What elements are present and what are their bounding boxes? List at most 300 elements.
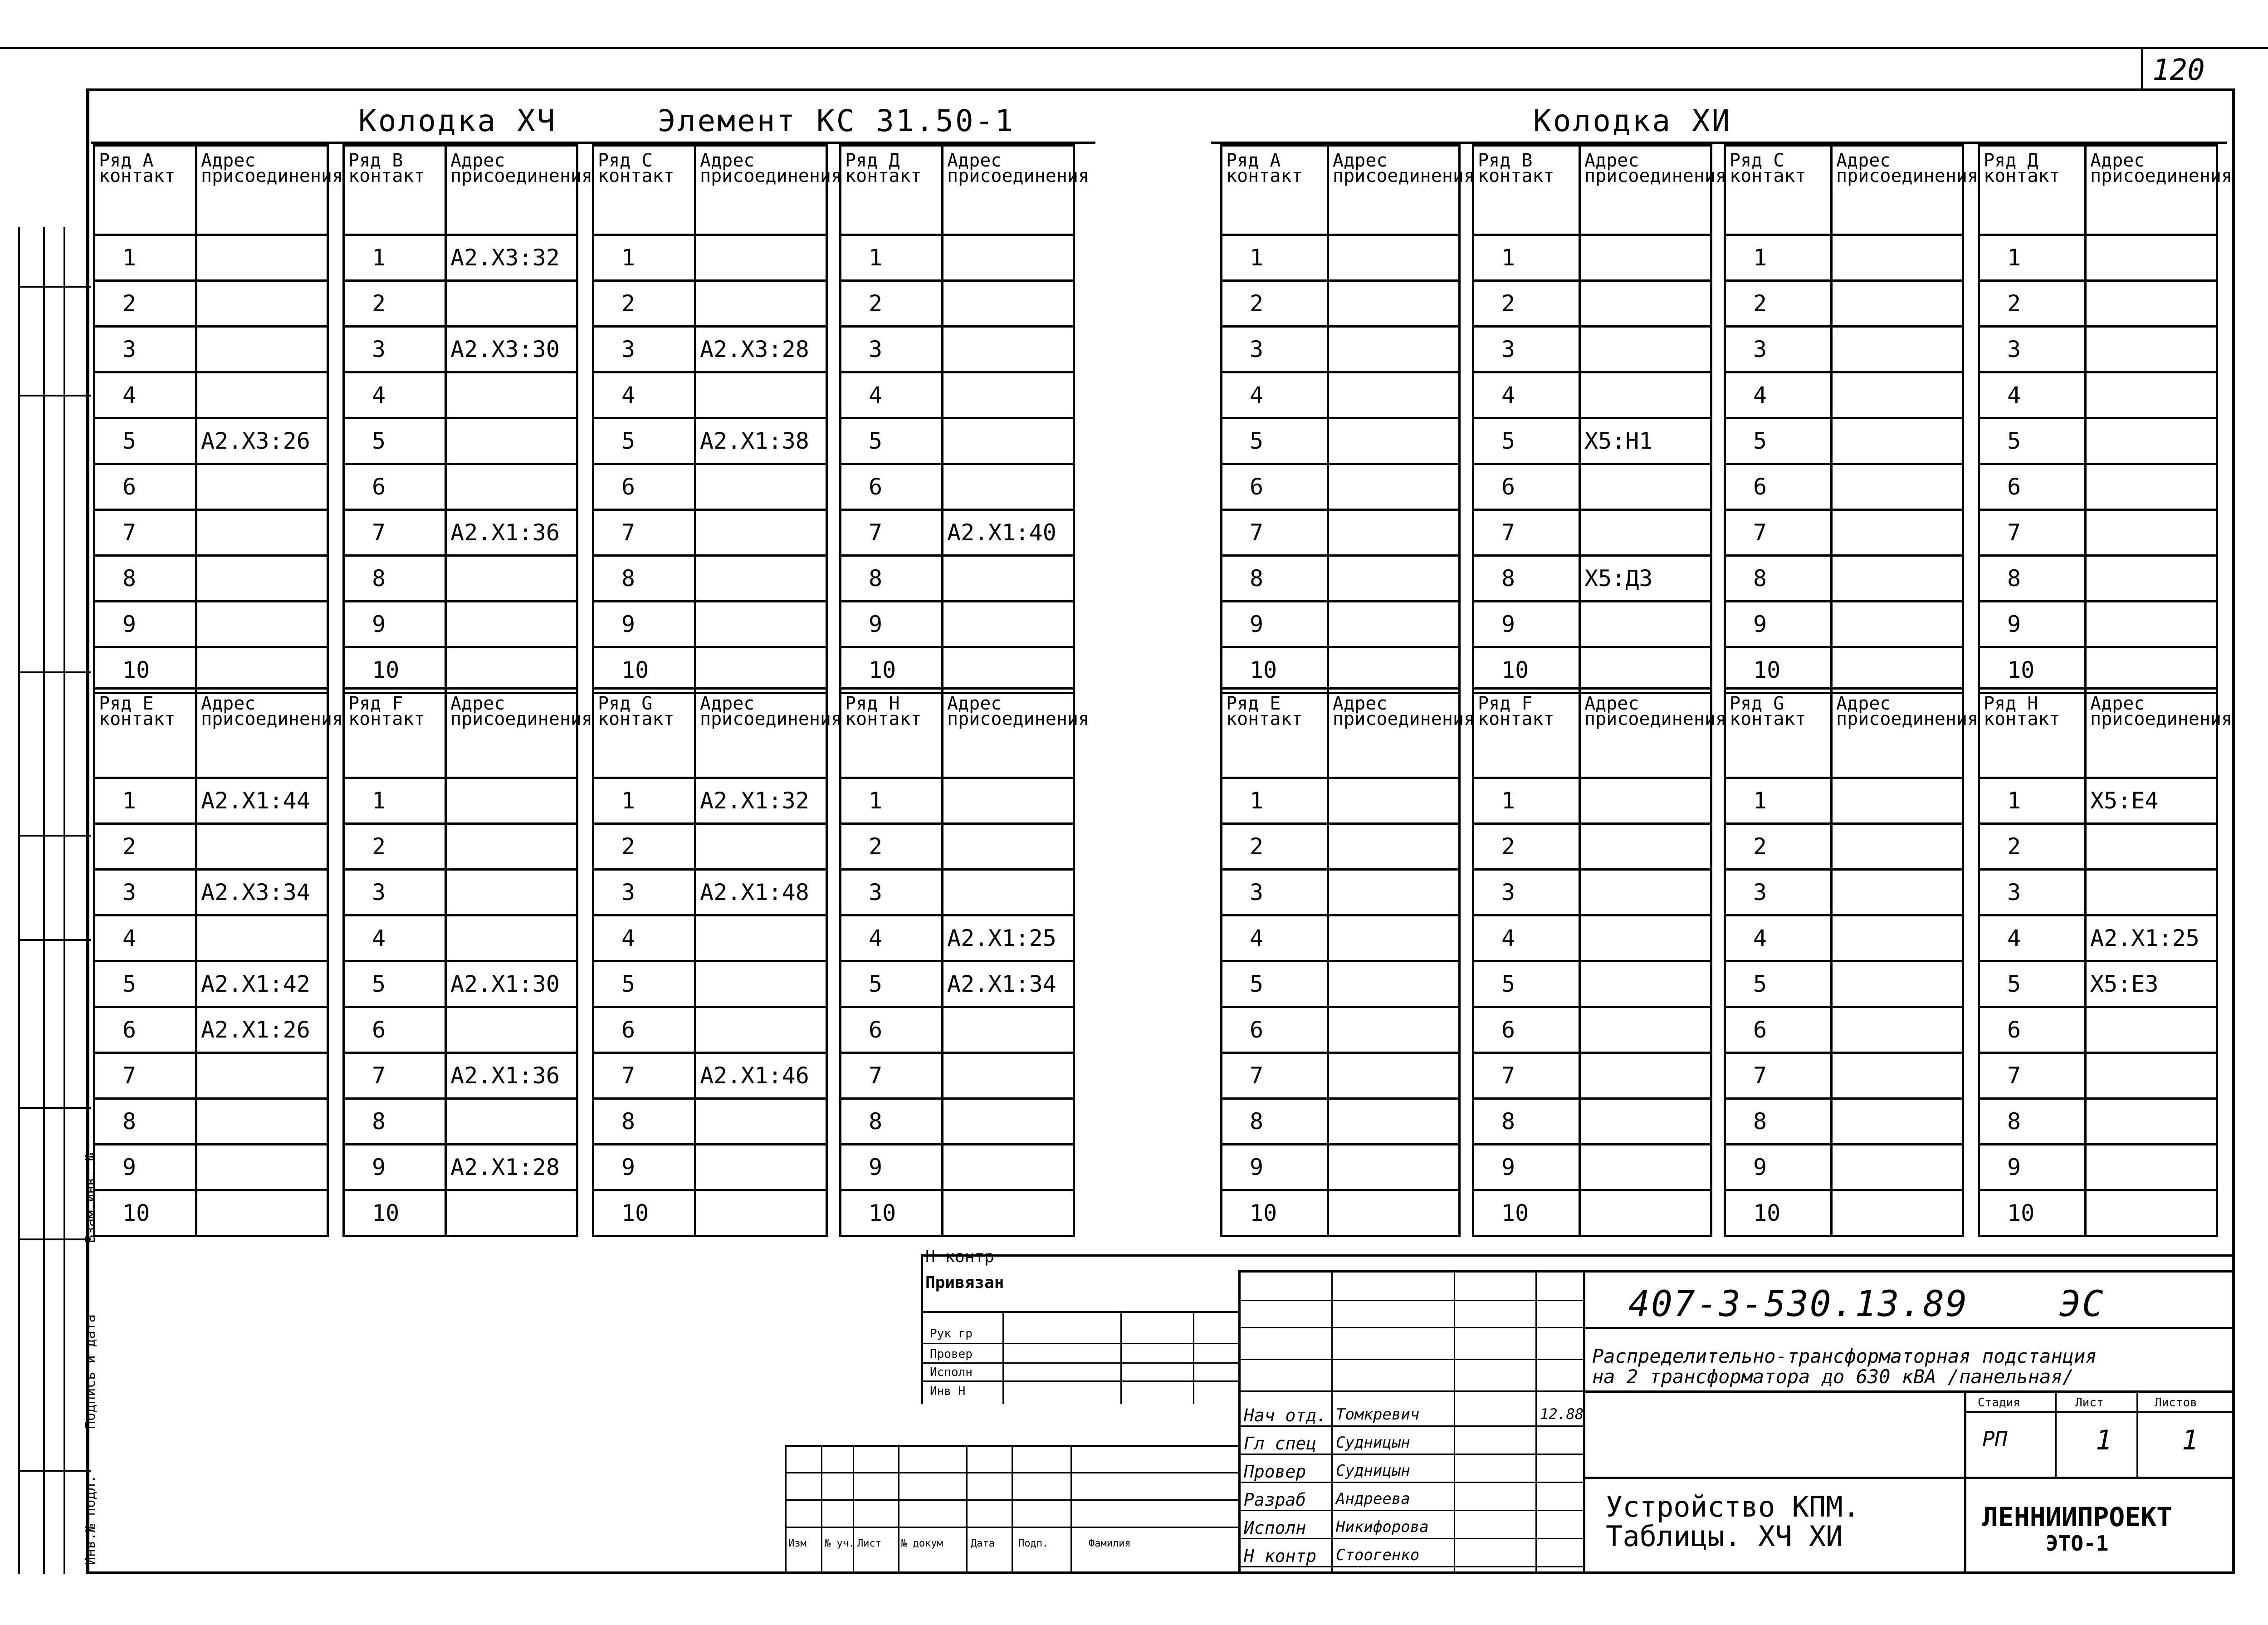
contact-number: 6	[1473, 1007, 1580, 1053]
signer-role: Разраб	[1244, 1490, 1306, 1510]
contact-number: 3	[1725, 870, 1832, 915]
table-row	[593, 510, 827, 556]
right-top-table-3	[1978, 144, 2233, 694]
connection-address: А2.Х3:28	[695, 327, 827, 372]
address-header: Адрес присоединения	[446, 146, 577, 235]
stamp-rule	[1120, 1313, 1122, 1404]
contact-number: 3	[1222, 327, 1328, 372]
table-row	[1473, 961, 1711, 1007]
address-header: Адрес присоединения	[2086, 689, 2217, 778]
contact-number: 10	[1979, 1190, 2086, 1236]
table-row	[94, 870, 328, 915]
table-row	[1725, 510, 1963, 556]
connection-address	[695, 1007, 827, 1053]
stamp-role-label: Инв Н	[930, 1385, 966, 1398]
gutter-label-signature: Подпись и дата	[83, 1314, 98, 1429]
rev-header: № уч.	[825, 1538, 855, 1549]
connection-address: Х5:Е3	[2086, 961, 2217, 1007]
table-row	[593, 556, 827, 602]
connection-address	[446, 464, 577, 510]
connection-address	[695, 824, 827, 870]
connection-address	[1832, 870, 1963, 915]
left-top-table-3	[839, 144, 1090, 694]
stamp-rule	[1241, 1566, 1585, 1567]
connection-address	[196, 1190, 328, 1236]
contact-number: 9	[1473, 1145, 1580, 1190]
stage-value: РП	[1982, 1427, 2008, 1451]
connection-address	[1832, 1145, 1963, 1190]
stamp-rule	[1964, 1390, 1966, 1574]
table-row	[344, 281, 577, 327]
left-top-table-1	[342, 144, 593, 694]
contact-number: 8	[344, 1099, 446, 1145]
gutter-tick	[18, 1238, 91, 1240]
contact-number: 7	[1725, 1053, 1832, 1099]
table-row	[344, 235, 577, 281]
contact-number: 4	[593, 372, 695, 418]
contact-number: 5	[593, 418, 695, 464]
connection-address	[2086, 1053, 2217, 1099]
contact-number: 3	[841, 870, 943, 915]
connection-address: Х5:Д3	[1580, 556, 1711, 602]
gutter-tick	[18, 939, 91, 941]
table-row	[841, 235, 1074, 281]
contact-number: 9	[593, 1145, 695, 1190]
contact-number: 1	[1979, 235, 2086, 281]
contact-number: 1	[1222, 778, 1328, 824]
top-rule	[0, 47, 2268, 49]
table-row	[1725, 647, 1963, 693]
gutter-line	[64, 227, 65, 1574]
connection-address	[1328, 1007, 1460, 1053]
title-line-1: Устройство КПМ.	[1606, 1490, 1860, 1523]
contact-number: 9	[94, 602, 196, 647]
stamp-rule	[1331, 1270, 1333, 1574]
table-row	[593, 778, 827, 824]
connection-address	[1328, 235, 1460, 281]
connection-address	[1580, 1007, 1711, 1053]
connection-address	[1328, 281, 1460, 327]
stamp-rule	[1241, 1425, 1585, 1427]
contact-number: 4	[1725, 372, 1832, 418]
contact-number: 3	[1725, 327, 1832, 372]
connection-address	[1580, 647, 1711, 693]
connection-address	[2086, 1145, 2217, 1190]
contact-number: 4	[94, 372, 196, 418]
connection-address	[2086, 602, 2217, 647]
contact-number: 9	[1222, 602, 1328, 647]
table-row	[841, 281, 1074, 327]
gutter-tick	[18, 835, 91, 837]
connection-address: А2.Х3:34	[196, 870, 328, 915]
table-row	[593, 281, 827, 327]
contact-number: 10	[1725, 647, 1832, 693]
table-row	[1725, 327, 1963, 372]
rev-header: Подп.	[1018, 1538, 1049, 1549]
stamp-rule	[2055, 1390, 2057, 1477]
n-kontr-label: Н контр	[925, 1248, 994, 1266]
table-row	[94, 1190, 328, 1236]
table-row	[593, 1145, 827, 1190]
contact-number: 1	[593, 235, 695, 281]
sheets-label: Листов	[2155, 1396, 2197, 1410]
rev-header: Изм	[788, 1538, 807, 1549]
sheets-value: 1	[2182, 1424, 2199, 1456]
contact-number: 6	[1979, 1007, 2086, 1053]
connection-address: А2.Х1:32	[695, 778, 827, 824]
contact-number: 3	[94, 327, 196, 372]
contact-number: 4	[1473, 372, 1580, 418]
table-row	[1725, 915, 1963, 961]
table-row	[1979, 327, 2217, 372]
table-row	[1222, 556, 1460, 602]
contact-number: 4	[94, 915, 196, 961]
contact-number: 3	[593, 327, 695, 372]
table-row	[593, 418, 827, 464]
gutter-line	[43, 227, 45, 1574]
contact-number: 1	[1473, 778, 1580, 824]
row-header: Ряд В контакт	[344, 146, 446, 235]
rev-header: Фамилия	[1089, 1538, 1131, 1549]
table-row	[593, 824, 827, 870]
connection-address	[695, 602, 827, 647]
table-row	[593, 870, 827, 915]
connection-address	[1580, 235, 1711, 281]
connection-address	[1832, 372, 1963, 418]
table-row	[1725, 870, 1963, 915]
connection-address	[1328, 510, 1460, 556]
address-header: Адрес присоединения	[1328, 146, 1460, 235]
table-row	[1473, 235, 1711, 281]
table-row	[1979, 778, 2217, 824]
gutter-label-inv: Инв.№ подл.	[83, 1475, 98, 1565]
table-row	[841, 870, 1074, 915]
contact-number: 3	[1222, 870, 1328, 915]
connection-address	[1832, 418, 1963, 464]
connection-address	[196, 1099, 328, 1145]
contact-number: 5	[1979, 418, 2086, 464]
table-row	[1473, 824, 1711, 870]
table-row	[1473, 1190, 1711, 1236]
row-header: Ряд Н контакт	[841, 689, 943, 778]
contact-number: 2	[841, 824, 943, 870]
table-row	[344, 1190, 577, 1236]
contact-number: 6	[593, 1007, 695, 1053]
contact-number: 5	[1222, 961, 1328, 1007]
signer-name: Стоогенко	[1336, 1546, 1420, 1564]
stamp-rule	[1012, 1445, 1013, 1574]
contact-number: 10	[94, 1190, 196, 1236]
connection-address	[943, 372, 1074, 418]
connection-address	[1832, 235, 1963, 281]
left-bottom-table-2	[592, 687, 842, 1237]
connection-address	[1580, 778, 1711, 824]
contact-number: 8	[1222, 556, 1328, 602]
table-row	[1473, 281, 1711, 327]
connection-address	[2086, 647, 2217, 693]
table-row	[344, 372, 577, 418]
connection-address	[695, 281, 827, 327]
rev-header: № докум	[901, 1538, 943, 1549]
contact-number: 6	[1979, 464, 2086, 510]
connection-address: А2.Х1:25	[2086, 915, 2217, 961]
table-row	[1473, 870, 1711, 915]
table-row	[1473, 510, 1711, 556]
stamp-role-label: Рук гр	[930, 1327, 973, 1341]
table-row	[593, 1007, 827, 1053]
binding-gutter	[18, 227, 98, 1574]
contact-number: 2	[344, 281, 446, 327]
contact-number: 5	[1473, 418, 1580, 464]
contact-number: 2	[1222, 281, 1328, 327]
connection-address	[695, 1099, 827, 1145]
table-row	[94, 1007, 328, 1053]
stamp-rule	[1070, 1445, 1072, 1574]
stamp-rule	[921, 1380, 1238, 1382]
connection-address	[446, 647, 577, 693]
contact-number: 5	[94, 961, 196, 1007]
connection-address	[196, 372, 328, 418]
stamp-rule	[1241, 1510, 1585, 1511]
connection-address	[695, 556, 827, 602]
signer-name: Андреева	[1336, 1490, 1410, 1508]
stamp-rule	[2136, 1390, 2138, 1477]
connection-address	[1580, 464, 1711, 510]
connection-address	[446, 602, 577, 647]
contact-number: 1	[841, 235, 943, 281]
sheet-value: 1	[2096, 1424, 2112, 1456]
row-header: Ряд В контакт	[1473, 146, 1580, 235]
stamp-rule	[1002, 1313, 1004, 1404]
table-row	[1473, 602, 1711, 647]
table-row	[841, 1190, 1074, 1236]
connection-address	[196, 556, 328, 602]
connection-address	[2086, 327, 2217, 372]
contact-number: 4	[841, 372, 943, 418]
contact-number: 5	[841, 961, 943, 1007]
contact-number: 3	[593, 870, 695, 915]
connection-address	[1580, 510, 1711, 556]
connection-address	[1832, 556, 1963, 602]
connection-address	[2086, 824, 2217, 870]
connection-address	[196, 327, 328, 372]
contact-number: 3	[1979, 870, 2086, 915]
connection-address: А2.Х1:26	[196, 1007, 328, 1053]
table-row	[1222, 418, 1460, 464]
table-row	[1473, 372, 1711, 418]
contact-number: 5	[1473, 961, 1580, 1007]
contact-number: 10	[1473, 647, 1580, 693]
connection-address	[446, 778, 577, 824]
connection-address	[1328, 915, 1460, 961]
table-row	[1979, 602, 2217, 647]
table-row	[1979, 464, 2217, 510]
table-row	[1979, 556, 2217, 602]
page-number: 120	[2152, 54, 2205, 87]
connection-address	[2086, 556, 2217, 602]
organization-unit: ЭТО-1	[2046, 1531, 2109, 1556]
connection-address	[943, 1053, 1074, 1099]
table-row	[841, 961, 1074, 1007]
contact-number: 6	[1473, 464, 1580, 510]
left-block-title: Колодка ХЧ	[358, 103, 557, 138]
contact-number: 8	[841, 1099, 943, 1145]
connection-address	[695, 961, 827, 1007]
gutter-tick	[18, 671, 91, 673]
connection-address	[943, 418, 1074, 464]
contact-number: 9	[841, 1145, 943, 1190]
table-row	[593, 464, 827, 510]
description-line-1: Распределительно-трансформаторная подстанция	[1592, 1345, 2097, 1367]
connection-address	[196, 602, 328, 647]
contact-number: 7	[841, 510, 943, 556]
contact-number: 6	[1725, 464, 1832, 510]
table-row	[94, 556, 328, 602]
connection-address: А2.Х1:38	[695, 418, 827, 464]
table-row	[841, 1007, 1074, 1053]
contact-number: 9	[1979, 1145, 2086, 1190]
contact-number: 5	[841, 418, 943, 464]
table-row	[1979, 1007, 2217, 1053]
connection-address	[943, 281, 1074, 327]
table-row	[344, 602, 577, 647]
contact-number: 8	[593, 556, 695, 602]
row-header: Ряд А контакт	[1222, 146, 1328, 235]
contact-number: 3	[1473, 870, 1580, 915]
table-row	[94, 915, 328, 961]
connection-address: А2.Х1:48	[695, 870, 827, 915]
connection-address	[1580, 961, 1711, 1007]
connection-address: А2.Х3:26	[196, 418, 328, 464]
contact-number: 7	[593, 1053, 695, 1099]
address-header: Адрес присоединения	[1328, 689, 1460, 778]
table-row	[1725, 1145, 1963, 1190]
table-row	[1979, 915, 2217, 961]
connection-address	[446, 915, 577, 961]
connection-address: Х5:Е4	[2086, 778, 2217, 824]
contact-number: 7	[1473, 1053, 1580, 1099]
gutter-line	[18, 227, 20, 1574]
table-row	[1473, 778, 1711, 824]
address-header: Адрес присоединения	[196, 689, 328, 778]
gutter-tick	[18, 1470, 91, 1472]
connection-address	[446, 870, 577, 915]
contact-number: 1	[1725, 235, 1832, 281]
table-row	[1222, 372, 1460, 418]
table-row	[1725, 556, 1963, 602]
contact-number: 10	[841, 1190, 943, 1236]
contact-number: 5	[94, 418, 196, 464]
connection-address	[695, 915, 827, 961]
contact-number: 5	[344, 961, 446, 1007]
table-row	[1222, 870, 1460, 915]
contact-number: 2	[1222, 824, 1328, 870]
connection-address	[196, 510, 328, 556]
connection-address	[196, 281, 328, 327]
connection-address	[2086, 281, 2217, 327]
connection-address	[2086, 372, 2217, 418]
connection-address	[1328, 602, 1460, 647]
right-top-table-0	[1220, 144, 1475, 694]
table-row	[344, 1053, 577, 1099]
stamp-rule	[921, 1254, 923, 1404]
connection-address: А2.Х1:36	[446, 510, 577, 556]
table-row	[344, 824, 577, 870]
connection-address	[1328, 778, 1460, 824]
table-row	[841, 1099, 1074, 1145]
title-block	[788, 1248, 2235, 1574]
table-row	[344, 556, 577, 602]
connection-address: А2.Х1:40	[943, 510, 1074, 556]
table-row	[593, 327, 827, 372]
connection-address	[196, 235, 328, 281]
address-header: Адрес присоединения	[943, 689, 1074, 778]
stamp-rule	[921, 1362, 1238, 1364]
row-header: Ряд С контакт	[1725, 146, 1832, 235]
contact-number: 8	[94, 1099, 196, 1145]
document-mark: ЭС	[2059, 1284, 2105, 1325]
contact-number: 9	[94, 1145, 196, 1190]
table-row	[1979, 1190, 2217, 1236]
left-bottom-table-0	[93, 687, 343, 1237]
connection-address	[1328, 556, 1460, 602]
privyazan-label: Привязан	[925, 1273, 1004, 1292]
table-row	[94, 961, 328, 1007]
stamp-role-label: Исполн	[930, 1366, 973, 1379]
connection-address	[446, 1099, 577, 1145]
connection-address	[446, 556, 577, 602]
description-line-2: на 2 трансформатора до 630 кВА /панельная/	[1592, 1366, 2074, 1388]
contact-number: 1	[1725, 778, 1832, 824]
contact-number: 8	[344, 556, 446, 602]
table-row	[94, 647, 328, 693]
contact-number: 2	[1725, 281, 1832, 327]
contact-number: 7	[94, 510, 196, 556]
stamp-rule	[1238, 1270, 2235, 1273]
connection-address	[1328, 1145, 1460, 1190]
table-row	[1725, 372, 1963, 418]
left-top-table-2	[592, 144, 842, 694]
contact-number: 9	[1473, 602, 1580, 647]
connection-address	[1832, 1007, 1963, 1053]
table-row	[1979, 1053, 2217, 1099]
address-header: Адрес присоединения	[695, 146, 827, 235]
stamp-rule	[1241, 1454, 1585, 1455]
connection-address: А2.Х1:34	[943, 961, 1074, 1007]
right-top-table-1	[1472, 144, 1727, 694]
contact-number: 8	[1725, 1099, 1832, 1145]
connection-address	[1328, 464, 1460, 510]
connection-address	[1580, 281, 1711, 327]
contact-number: 9	[344, 602, 446, 647]
table-row	[1222, 647, 1460, 693]
connection-address	[943, 1190, 1074, 1236]
table-row	[1222, 281, 1460, 327]
connection-address	[943, 1145, 1074, 1190]
table-row	[344, 961, 577, 1007]
contact-number: 5	[1979, 961, 2086, 1007]
contact-number: 7	[94, 1053, 196, 1099]
connection-address	[943, 1007, 1074, 1053]
table-row	[1222, 1190, 1460, 1236]
table-row	[841, 1053, 1074, 1099]
signer-role: Провер	[1244, 1462, 1306, 1482]
contact-number: 5	[1725, 418, 1832, 464]
stamp-rule	[966, 1445, 968, 1574]
table-row	[841, 418, 1074, 464]
contact-number: 6	[841, 464, 943, 510]
contact-number: 1	[1222, 235, 1328, 281]
